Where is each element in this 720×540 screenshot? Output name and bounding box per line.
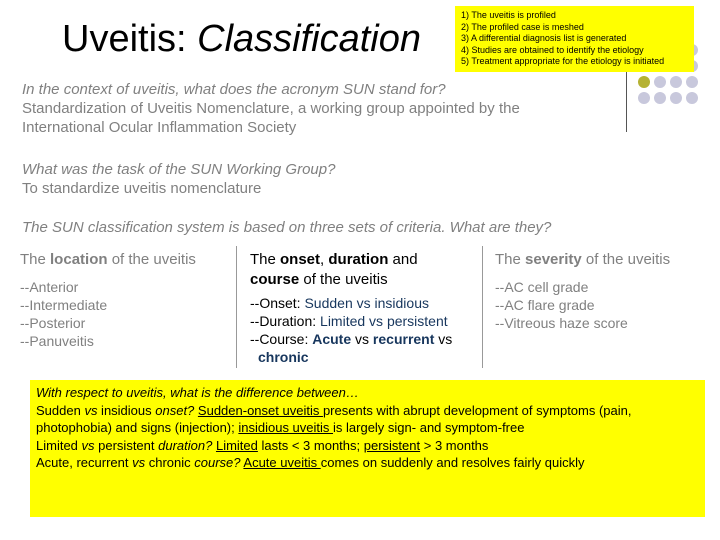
location-heading-pre: The bbox=[20, 251, 51, 268]
answer-text: Acute, recurrent bbox=[36, 455, 133, 470]
steps-note-box bbox=[455, 6, 694, 72]
answer-underlined: Acute uveitis bbox=[243, 455, 321, 470]
severity-heading-post: of the uveitis bbox=[581, 251, 671, 268]
onset-heading-comma: , bbox=[320, 251, 329, 268]
location-item: --Anterior bbox=[20, 279, 79, 295]
answer-text: course? bbox=[194, 455, 241, 470]
answer-text: comes on suddenly and resolves fairly quickly bbox=[320, 455, 585, 470]
step-3: 3) A differential diagnosis list is generated bbox=[461, 33, 627, 44]
location-heading bbox=[20, 250, 230, 270]
onset-heading-post: of the uveitis bbox=[299, 271, 388, 288]
severity-item: --AC cell grade bbox=[495, 279, 589, 295]
criteria-question-text: The SUN classification system is based on three sets of criteria. What are they? bbox=[22, 219, 552, 236]
severity-item: --AC flare grade bbox=[495, 297, 595, 313]
answer-text: vs bbox=[132, 455, 146, 470]
severity-heading-bold: severity bbox=[525, 251, 582, 268]
answer-line-onset-2 bbox=[36, 419, 699, 437]
answer-text: Sudden bbox=[36, 402, 85, 418]
onset-heading-duration: duration bbox=[328, 251, 389, 268]
answer-text: chronic bbox=[145, 455, 195, 470]
onset-heading-pre: The bbox=[250, 251, 281, 268]
severity-item: --Vitreous haze score bbox=[495, 315, 628, 331]
location-item: --Panuveitis bbox=[20, 333, 94, 349]
course-label: --Course: bbox=[250, 331, 313, 347]
step-1: 1) The uveitis is profiled bbox=[461, 10, 556, 20]
answer-underlined: persistent bbox=[363, 437, 421, 453]
course-vs: vs bbox=[351, 331, 373, 347]
onset-heading-onset: onset bbox=[280, 251, 321, 268]
answer-line-onset bbox=[36, 402, 699, 420]
criteria-question bbox=[22, 218, 702, 237]
answer-underlined: insidious uveitis bbox=[238, 420, 334, 435]
onset-heading-course: course bbox=[250, 271, 300, 288]
answer-text: persistent bbox=[94, 437, 159, 453]
onset-column bbox=[250, 250, 475, 366]
course-recurrent: recurrent bbox=[372, 331, 435, 347]
sun-answer-line2: International Ocular Inflammation Society bbox=[22, 119, 297, 136]
answer-text: is largely sign- and symptom-free bbox=[333, 420, 525, 435]
answer-text: lasts < 3 months; bbox=[257, 437, 364, 453]
severity-column bbox=[495, 250, 705, 332]
answer-text: Limited bbox=[36, 437, 82, 453]
onset-heading bbox=[250, 250, 475, 290]
task-question-block bbox=[22, 160, 622, 198]
sun-question-block bbox=[22, 80, 622, 137]
step-5: 5) Treatment appropriate for the etiology is initiated bbox=[461, 56, 665, 67]
duration-label: --Duration: bbox=[250, 313, 321, 329]
step-2: 2) The profiled case is meshed bbox=[461, 21, 584, 32]
answer-text: > 3 months bbox=[420, 437, 489, 453]
answer-box bbox=[30, 380, 705, 517]
onset-heading-and: and bbox=[388, 251, 418, 268]
column-separator bbox=[482, 246, 483, 368]
course-chronic: chronic bbox=[258, 349, 309, 365]
step-4: 4) Studies are obtained to identify the etiology bbox=[461, 44, 644, 55]
answer-text: duration? bbox=[158, 437, 213, 453]
answer-intro bbox=[36, 384, 699, 402]
answer-line-course bbox=[36, 454, 699, 472]
page-title bbox=[62, 16, 421, 62]
onset-value: Sudden vs insidious bbox=[304, 295, 429, 311]
course-vs2: vs bbox=[434, 331, 453, 347]
answer-line-duration bbox=[36, 437, 699, 455]
answer-text: vs bbox=[81, 437, 95, 453]
severity-heading-pre: The bbox=[495, 251, 526, 268]
column-separator bbox=[236, 246, 237, 368]
onset-item bbox=[250, 294, 475, 312]
title-part1: Uveitis: bbox=[62, 18, 198, 60]
answer-text: presents with abrupt development of symptoms (pain, bbox=[322, 402, 632, 418]
course-item bbox=[250, 330, 475, 366]
location-item: --Posterior bbox=[20, 315, 86, 331]
answer-underlined: Limited bbox=[215, 437, 258, 453]
location-heading-bold: location bbox=[50, 251, 108, 268]
location-column bbox=[20, 250, 230, 350]
task-answer: To standardize uveitis nomenclature bbox=[22, 180, 262, 197]
title-part2: Classification bbox=[197, 18, 422, 60]
answer-underlined: Sudden-onset uveitis bbox=[197, 402, 323, 418]
onset-label: --Onset: bbox=[250, 295, 305, 311]
answer-text: vs bbox=[84, 402, 98, 418]
severity-heading bbox=[495, 250, 705, 270]
answer-text: onset? bbox=[155, 402, 195, 418]
answer-intro-text: With respect to uveitis, what is the difference between… bbox=[36, 385, 359, 400]
duration-value: Limited vs persistent bbox=[320, 313, 448, 329]
duration-item bbox=[250, 312, 475, 330]
location-heading-post: of the uveitis bbox=[107, 251, 196, 268]
sun-answer-line1: Standardization of Uveitis Nomenclature, a working group appointed by the bbox=[22, 100, 520, 117]
answer-text: photophobia) and signs (injection); bbox=[36, 420, 239, 435]
sun-question: In the context of uveitis, what does the acronym SUN stand for? bbox=[22, 81, 446, 98]
location-item: --Intermediate bbox=[20, 297, 108, 313]
course-acute: Acute bbox=[312, 331, 352, 347]
task-question: What was the task of the SUN Working Group? bbox=[22, 161, 336, 178]
answer-text: insidious bbox=[97, 402, 156, 418]
